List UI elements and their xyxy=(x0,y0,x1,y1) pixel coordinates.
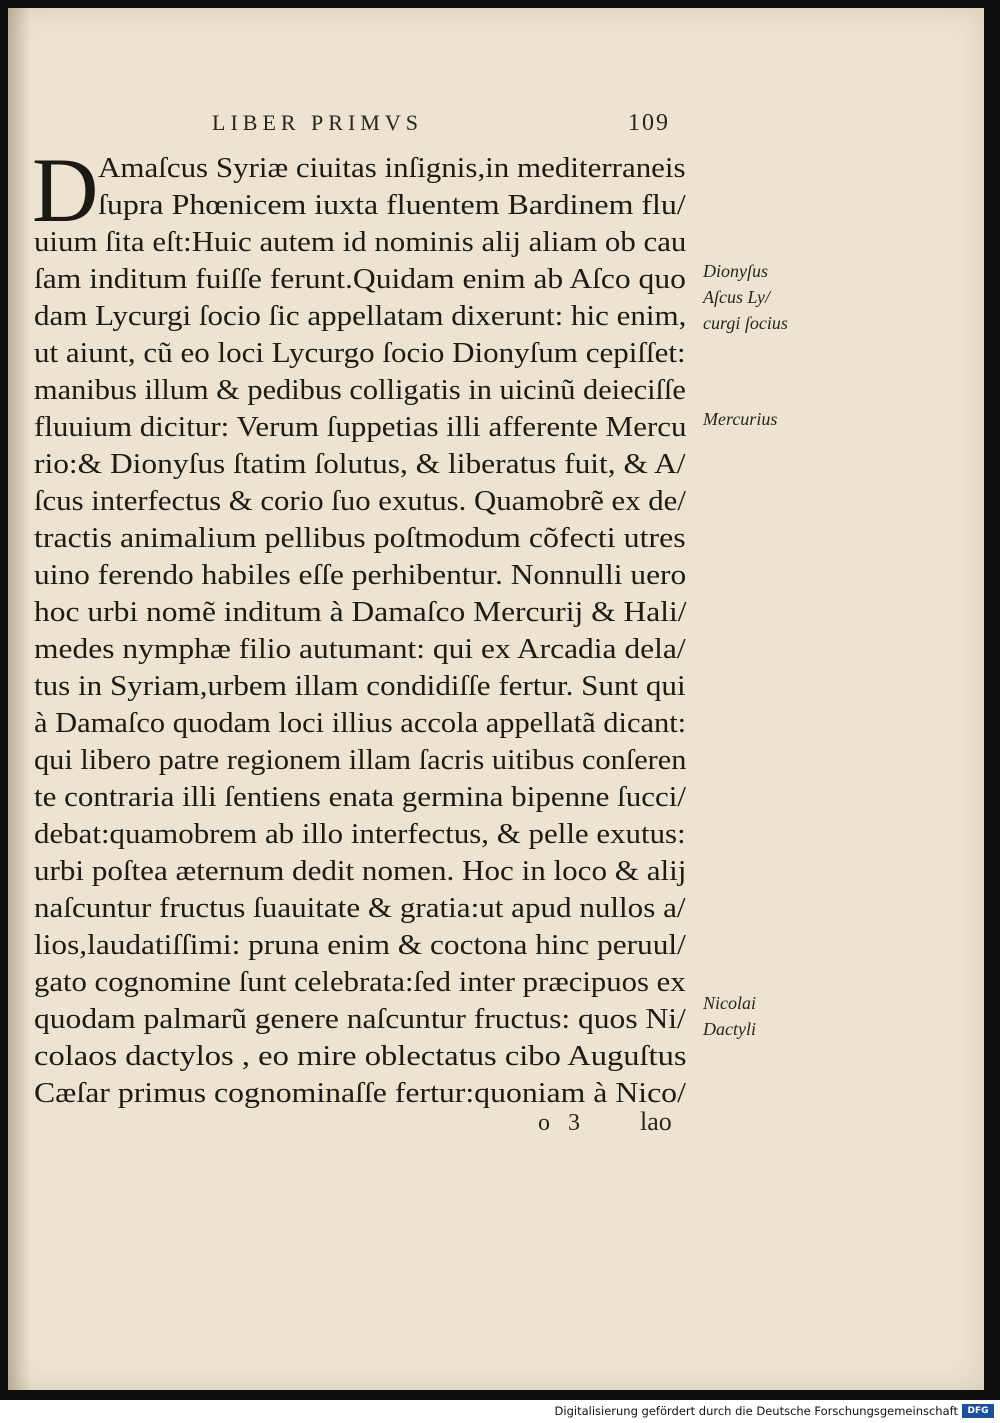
text-line: uino ferendo habiles eſſe perhibentur. Nonnulli uero xyxy=(34,560,687,591)
text-line: rio:& Dionyſus ſtatim ſolutus, & liberatus fuit, & A/ xyxy=(34,449,686,480)
drop-cap-initial: D xyxy=(32,139,99,241)
marginal-note-line: curgi ſocius xyxy=(703,313,788,333)
marginal-note-line: Dionyſus xyxy=(703,261,768,281)
text-line: urbi poſtea æternum dedit nomen. Hoc in loco & alij xyxy=(34,856,687,887)
marginal-note xyxy=(703,406,777,432)
text-line: Amaſcus Syriæ ciuitas inſignis,in mediterraneis xyxy=(98,153,686,184)
text-line: medes nymphæ filio autumant: qui ex Arcadia dela/ xyxy=(34,634,686,665)
text-line: ſupra Phœnicem iuxta fluentem Bardinem flu/ xyxy=(98,190,686,221)
catchword: lao xyxy=(640,1107,672,1136)
text-line: naſcuntur fructus ſuauitate & gratia:ut apud nullos a/ xyxy=(34,893,686,924)
text-line: ſam inditum fuiſſe ferunt.Quidam enim ab Aſco quo xyxy=(34,264,686,295)
text-line: uium ſita eſt:Huic autem id nominis alij aliam ob cau xyxy=(34,227,687,258)
text-line: qui libero patre regionem illam ſacris uitibus conſeren xyxy=(34,745,687,776)
text-line: quodam palmarũ genere naſcuntur fructus: quos Ni/ xyxy=(34,1004,686,1035)
folio-number: 109 xyxy=(628,110,670,136)
text-line: tractis animalium pellibus poſtmodum cõfecti utres xyxy=(34,523,686,554)
text-line: ut aiunt, cũ eo loci Lycurgo ſocio Dionyſum cepiſſet: xyxy=(34,338,686,369)
text-line: manibus illum & pedibus colligatis in uicinũ deieciſſe xyxy=(34,375,686,406)
text-line: dam Lycurgi ſocio ſic appellatam dixerunt: hic enim, xyxy=(34,301,687,332)
text-line: Cæſar primus cognominaſſe fertur:quoniam à Nico/ xyxy=(34,1078,686,1109)
marginal-note-line: Dactyli xyxy=(703,1019,756,1039)
marginal-note xyxy=(703,258,788,336)
signature-mark: o 3 xyxy=(538,1110,586,1136)
funding-credit: Digitalisierung gefördert durch die Deutsche Forschungsgemeinschaft xyxy=(554,1404,958,1418)
marginal-note-line: Nicolai xyxy=(703,993,756,1013)
text-line: gato cognomine ſunt celebrata:ſed inter præcipuos ex xyxy=(34,967,686,998)
text-line: tus in Syriam,urbem illam condidiſſe fertur. Sunt qui xyxy=(34,671,686,702)
text-line: fluuium dicitur: Verum ſuppetias illi afferente Mercu xyxy=(34,412,687,443)
marginal-note xyxy=(703,990,756,1042)
text-line: debat:quamobrem ab illo interfectus, & pelle exutus: xyxy=(34,819,686,850)
running-head: LIBER PRIMVS xyxy=(212,110,423,135)
text-line: ſcus interfectus & corio ſuo exutus. Quamobrẽ ex de/ xyxy=(34,486,686,517)
text-line: te contraria illi ſentiens enata germina bipenne ſucci/ xyxy=(34,782,687,813)
text-line: colaos dactylos , eo mire oblectatus cibo Auguſtus xyxy=(34,1041,687,1072)
text-line: lios,laudatiſſimi: pruna enim & coctona hinc peruul/ xyxy=(34,930,686,961)
dfg-logo: DFG xyxy=(962,1404,994,1418)
marginal-note-line: Aſcus Ly/ xyxy=(703,287,770,307)
marginal-note-line: Mercurius xyxy=(703,409,778,429)
text-line: à Damaſco quodam loci illius accola appellatã dicant: xyxy=(34,708,687,739)
text-line: hoc urbi nomẽ inditum à Damaſco Mercurij & Hali/ xyxy=(34,597,687,628)
